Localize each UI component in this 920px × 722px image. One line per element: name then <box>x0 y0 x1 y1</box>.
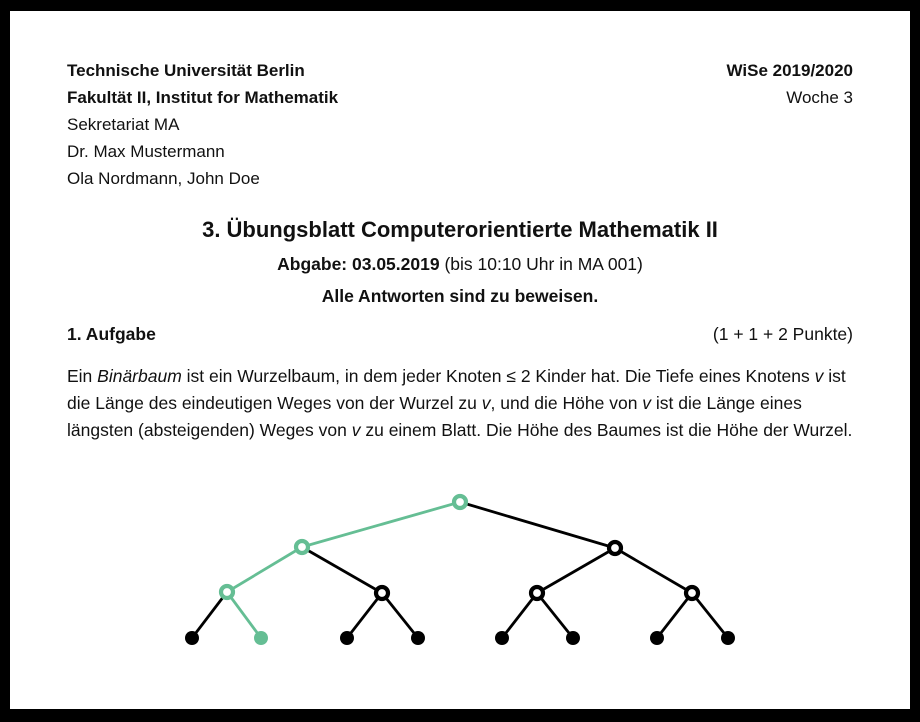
lecturer-name: Dr. Max Mustermann <box>67 142 225 161</box>
tree-node-l011 <box>411 631 425 645</box>
tree-node-l110 <box>650 631 664 645</box>
due-line <box>10 251 910 278</box>
header-left <box>67 57 338 192</box>
task-description <box>67 363 857 444</box>
tree-node-n1 <box>609 542 621 554</box>
binary-tree-svg <box>150 480 770 655</box>
task-header <box>67 321 853 348</box>
tree-node-l001 <box>254 631 268 645</box>
tree-edge-n01-l010 <box>347 593 382 638</box>
tree-edge-n0-n01 <box>302 547 382 593</box>
tree-node-n01 <box>376 587 388 599</box>
italic-term: v <box>351 420 361 440</box>
tree-edge-n00-l000 <box>192 592 227 638</box>
tree-edge-n1-n11 <box>615 548 692 593</box>
due-details: (bis 10:10 Uhr in MA 001) <box>439 254 643 274</box>
tree-edge-root-n0 <box>302 502 460 547</box>
due-date: Abgabe: 03.05.2019 <box>277 254 440 274</box>
tree-edge-n11-l111 <box>692 593 728 638</box>
tree-edge-n00-l001 <box>227 592 261 638</box>
tree-node-root <box>454 496 466 508</box>
task-points: (1 + 1 + 2 Punkte) <box>712 324 853 344</box>
tree-edge-n11-l110 <box>657 593 692 638</box>
text-segment: , und die Höhe von <box>490 393 643 413</box>
tree-edge-n01-l011 <box>382 593 418 638</box>
secretariat: Sekretariat MA <box>67 115 180 134</box>
tree-edge-n1-n10 <box>537 548 615 593</box>
header-right <box>727 57 854 111</box>
tree-node-l000 <box>185 631 199 645</box>
tree-edge-n10-l101 <box>537 593 573 638</box>
task-label: 1. Aufgabe <box>67 324 156 344</box>
week-label: Woche 3 <box>786 88 853 107</box>
text-segment: ist die Länge des eindeutigen Weges von der Wurzel zu <box>67 366 846 413</box>
italic-term: v <box>814 366 824 386</box>
assistants-names: Ola Nordmann, John Doe <box>67 169 260 188</box>
italic-term: v <box>642 393 652 413</box>
tree-node-l100 <box>495 631 509 645</box>
tree-node-n10 <box>531 587 543 599</box>
sheet-title: 3. Übungsblatt Computerorientierte Mathematik II <box>202 217 718 242</box>
proof-notice: Alle Antworten sind zu beweisen. <box>321 286 599 306</box>
university-name: Technische Universität Berlin <box>67 61 305 80</box>
text-segment: Ein <box>67 366 98 386</box>
italic-term: Binärbaum <box>97 366 182 386</box>
italic-term: v <box>481 393 491 413</box>
semester-label: WiSe 2019/2020 <box>726 61 853 80</box>
faculty-name: Fakultät II, Institut for Mathematik <box>67 88 339 107</box>
binary-tree-diagram <box>150 480 770 655</box>
tree-node-l111 <box>721 631 735 645</box>
text-segment: ist die Länge eines längsten (absteigenden) Weges von <box>67 393 802 440</box>
tree-node-n00 <box>221 586 233 598</box>
tree-node-l101 <box>566 631 580 645</box>
tree-node-l010 <box>340 631 354 645</box>
tree-node-n11 <box>686 587 698 599</box>
text-segment: zu einem Blatt. Die Höhe des Baumes ist die Höhe der Wurzel. <box>360 420 853 440</box>
tree-node-n0 <box>296 541 308 553</box>
tree-edge-n0-n00 <box>227 547 302 592</box>
text-segment: ist ein Wurzelbaum, in dem jeder Knoten ≤ 2 Kinder hat. Die Tiefe eines Knotens <box>181 366 815 386</box>
tree-edge-root-n1 <box>460 502 615 548</box>
tree-edge-n10-l100 <box>502 593 537 638</box>
